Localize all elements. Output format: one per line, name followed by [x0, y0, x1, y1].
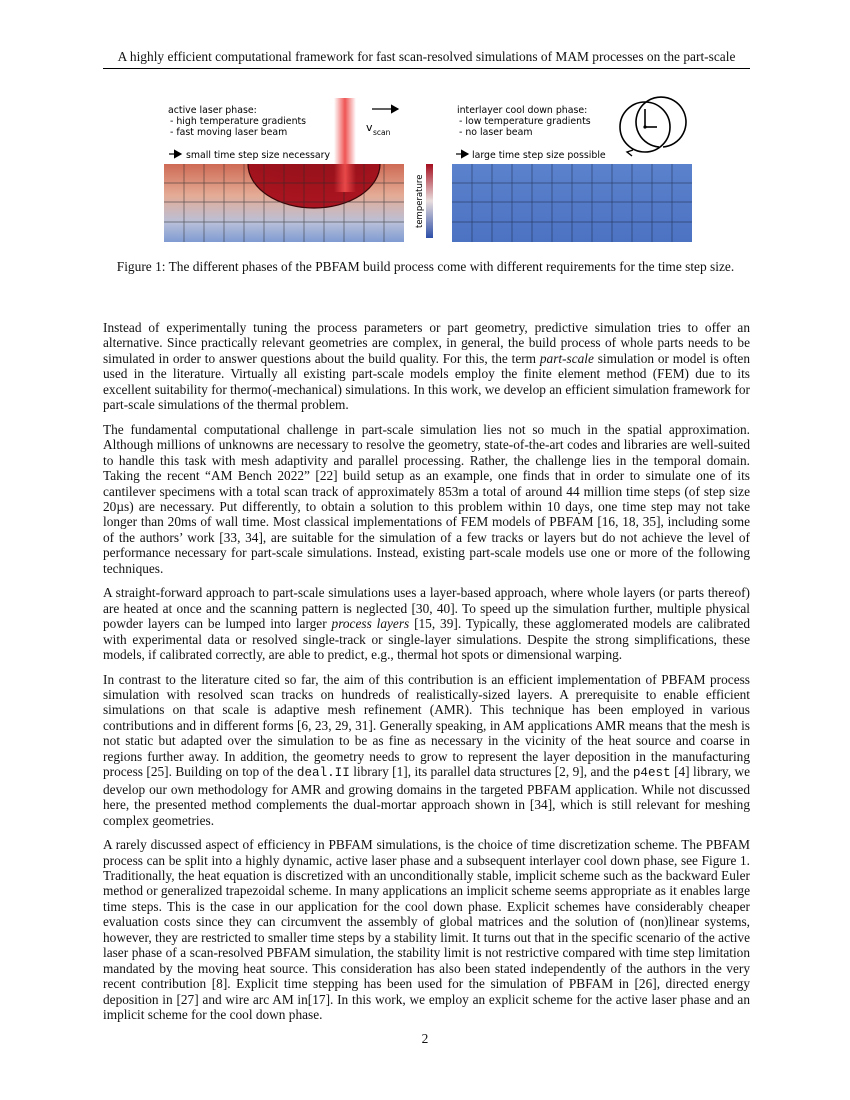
clock-icon [620, 97, 686, 156]
laser-beam [334, 98, 356, 192]
p4est-code: p4est [632, 766, 671, 781]
colorbar-label: temperature [415, 174, 425, 228]
paragraph-4-part-a: In contrast to the literature cited so far, the aim of this contribution is an efficient implementation of PBFAM process simulation with resolved scan tracks on hundreds of realistically-sized layers. A prerequisite to enable efficient simulations on that scale is adaptive mesh refinement (AMR). This technique has been employed in various contributions and in different forms [6, 23, 29, 31]. Generally speaking, in AM applications AMR means that the mesh is not static but adapted over the simulation to be as fine as necessary in the vicinity of the heat source and coarse in regions further away. In addition, the geometry needs to grow to represent the layer deposition in the manufacturing process [25]. Building on top of the [103, 671, 750, 780]
temperature-colorbar [426, 164, 433, 238]
figure-1 [100, 92, 750, 252]
paragraph-5: A rarely discussed aspect of efficiency in PBFAM simulations, is the choice of time discretization scheme. The PBFAM process can be split into a highly dynamic, active laser phase and a subsequent interlayer cool down phase, see Figure 1. Traditionally, the heat equation is discretized with an unconditionally stable, implicit scheme such as the backward Euler method or generalized trapezoidal scheme. In many applications an implicit scheme seems appropriate as it enables large time steps. This is the case in our application for the cool down phase. Explicit schemes have considerably cheaper evaluation costs since they can circumvent the assembly of global matrices and the solution of (non)linear systems, however, they are restricted to smaller time steps by a stability limit. It turns out that in the specific scenario of the active laser phase of a scan-resolved PBFAM simulation, the stability limit is not restrictive compared with time step limitation mandated by the moving heat source. This consideration has also been stated independently of the authors in the very recent contribution [8]. Explicit time stepping has been used for the simulation of PBFAM in [26], directed energy deposition in [27] and wire arc AM in[17]. In this work, we employ an explicit scheme for the active laser phase and an implicit scheme for the cool down phase. [103, 837, 750, 1023]
page-number: 2 [421, 1031, 429, 1046]
paragraph-1-part-a: Instead of experimentally tuning the process parameters or part geometry, predictive simulation tries to offer an alternative. Since practically relevant geometries are complex, in general, the build process of whole parts needs to be simulated in order to answer questions about the build quality. For this, the term [103, 320, 750, 366]
paragraph-1-emphasis: part-scale [539, 350, 594, 366]
figure-graphic [100, 92, 750, 252]
right-item-2: - no laser beam [459, 127, 533, 138]
paragraph-4-part-b: library [1], its parallel data structures [2, 9], and the [349, 764, 633, 780]
paragraph-1 [103, 320, 750, 413]
right-conclusion: large time step size possible [472, 150, 606, 161]
vscan-subscript: scan [373, 128, 391, 137]
left-conclusion: small time step size necessary [186, 150, 331, 161]
paragraph-3-emphasis: process layers [331, 616, 410, 632]
paragraph-4 [103, 672, 750, 829]
paragraph-2: The fundamental computational challenge in part-scale simulation lies not so much in the spatial approximation. Although millions of unknowns are necessary to resolve the geometry, state-of-the-art codes and libraries are well-suited to handle this task with mesh adaptivity and parallel processing. Rather, the challenge lies in the temporal domain. Taking the recent “AM Bench 2022” [22] build setup as an example, one finds that in order to simulate one of its cantilever specimens with a total scan track of approximately 853m a total of around 44 million time steps (of step size 20µs) are necessary. Put differently, to obtain a solution to this problem within 10 days, one time step may not take longer than 20ms of wall time. Most classical implementations of FEM models of PBFAM [16, 18, 35], including some of the authors’ work [33, 34], are suitable for the simulation of a few tracks or layers but do not achieve the level of performance necessary for part-scale simulations. Instead, existing part-scale models use one or more of the following techniques. [103, 421, 750, 576]
dealii-code: deal.II [296, 766, 350, 781]
figure-caption: Figure 1: The different phases of the PBFAM build process come with different requirements for the time step size. [116, 259, 735, 274]
body-text [103, 320, 750, 1031]
right-title: interlayer cool down phase: [457, 105, 588, 116]
right-item-1: - low temperature gradients [459, 116, 591, 127]
left-title: active laser phase: [168, 105, 257, 116]
paragraph-3-part-b: [15, 39]. Typically, these agglomerated models are calibrated with experimental data or resolved single-track or single-layer simulations. Despite the strong simplifications, these models, if calibrated correctly, are able to predict, e.g., thermal hot spots or dimensional warping. [103, 616, 750, 663]
vscan-label: v [366, 121, 373, 134]
paragraph-4-part-c: [4] library, we develop our own methodology for AMR and growing domains in the targeted PBFAM application. While not discussed here, the presented method complements the dual-mortar approach shown in [34], which is still relevant for meshing complex geometries. [103, 764, 750, 828]
left-item-2: - fast moving laser beam [170, 127, 288, 138]
running-header: A highly efficient computational framework for fast scan-resolved simulations of MAM processes on the part-scale [103, 49, 750, 69]
paragraph-3 [103, 585, 750, 662]
paragraph-1-part-b: simulation or model is often used in the literature. Virtually all existing part-scale models employ the finite element method (FEM) due to its excellent suitability for thermo(-mechanical) simulations. In this work, we develop an efficient simulation framework for part-scale simulations of the thermal problem. [103, 350, 750, 413]
left-item-1: - high temperature gradients [170, 116, 307, 127]
paragraph-3-part-a: A straight-forward approach to part-scale simulations uses a layer-based approach, where whole layers (or parts thereof) are heated at once and the scanning pattern is neglected [30, 40]. To speed up the simulation further, multiple physical powder layers can be lumped into larger [103, 585, 750, 632]
